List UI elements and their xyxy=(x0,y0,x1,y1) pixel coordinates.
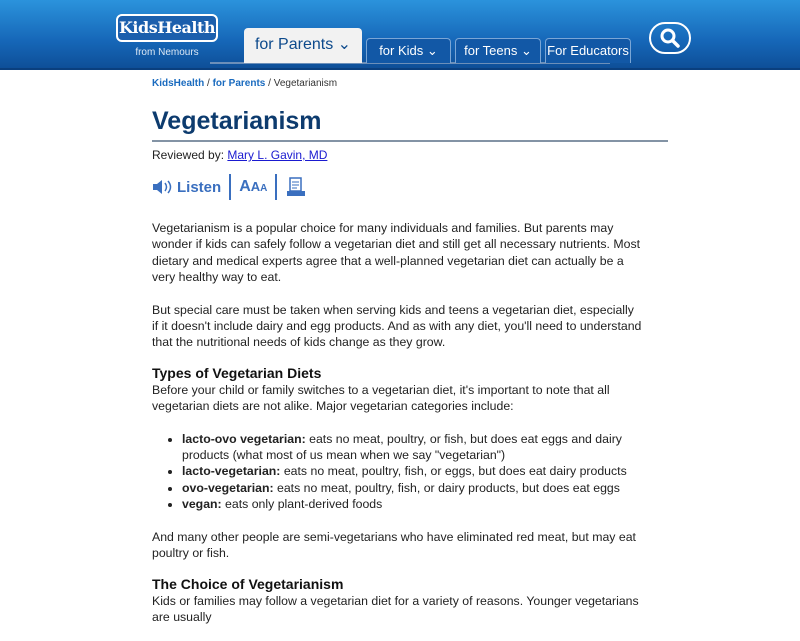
tab-for-parents[interactable]: for Parents ⌄ xyxy=(244,28,362,63)
paragraph: Before your child or family switches to a vegetarian diet, it's important to note that all vegetarian diets are not alike. Major vegetarian categories include: xyxy=(152,382,610,414)
divider xyxy=(275,174,277,200)
reviewed-by: Reviewed by: Mary L. Gavin, MD xyxy=(152,148,328,162)
list-item: • lacto-vegetarian: eats no meat, poultry, fish, or eggs, but does eat dairy products xyxy=(182,463,642,479)
tab-for-educators[interactable]: For Educators xyxy=(545,38,631,63)
list-item: • vegan: eats only plant-derived foods xyxy=(182,496,642,512)
chevron-down-icon: ⌄ xyxy=(337,36,352,53)
list-item: • ovo-vegetarian: eats no meat, poultry, fish, or dairy products, but does eat eggs xyxy=(182,480,642,496)
print-icon[interactable] xyxy=(285,177,307,197)
page-title: Vegetarianism xyxy=(152,107,668,142)
listen-button[interactable]: Listen xyxy=(152,179,221,196)
text-size-button[interactable]: A A A xyxy=(239,178,268,195)
paragraph: Kids or families may follow a vegetarian diet for a variety of reasons. Younger vegetarians are usually xyxy=(152,593,639,624)
list-item: • lacto-ovo vegetarian: eats no meat, poultry, or fish, but does eat eggs and dairy products (what most of us mean when we say "vegetarian") xyxy=(182,431,642,464)
diet-types-list xyxy=(182,431,642,513)
tab-for-teens[interactable]: for Teens ⌄ xyxy=(455,38,541,63)
breadcrumb-home[interactable]: KidsHealth xyxy=(152,78,205,89)
breadcrumb: KidsHealth / for Parents / Vegetarianism xyxy=(152,78,338,89)
paragraph: But special care must be taken when serving kids and teens a vegetarian diet, especially if it doesn't include dairy and egg products. And as with any diet, you'll need to understand that the nutritional needs of kids change as they grow. xyxy=(152,302,642,350)
paragraph: Vegetarianism is a popular choice for many individuals and families. But parents may wonder if kids can safely follow a vegetarian diet and still get all necessary nutrients. Most dietary and medical experts agree that a well-planned vegetarian diet can actually be a very healthy way to eat. xyxy=(152,221,641,285)
article-tools xyxy=(152,174,668,200)
article-body xyxy=(152,220,642,625)
search-icon xyxy=(660,28,680,48)
section-heading: The Choice of Vegetarianism xyxy=(152,575,344,592)
breadcrumb-current: Vegetarianism xyxy=(273,78,338,89)
chevron-down-icon: ⌄ xyxy=(520,43,532,58)
site-header xyxy=(0,0,800,70)
breadcrumb-section[interactable]: for Parents xyxy=(212,78,266,89)
article xyxy=(152,78,668,641)
section-heading: Types of Vegetarian Diets xyxy=(152,364,322,381)
paragraph: And many other people are semi-vegetarians who have eliminated red meat, but may eat poultry or fish. xyxy=(152,529,636,561)
chevron-down-icon: ⌄ xyxy=(426,43,438,58)
tab-for-kids[interactable]: for Kids ⌄ xyxy=(366,38,451,63)
reviewer-link[interactable]: Mary L. Gavin, MD xyxy=(227,148,328,162)
speaker-icon xyxy=(152,179,174,195)
kidshealth-logo[interactable]: KidsHealth from Nemours xyxy=(116,14,218,62)
divider xyxy=(229,174,231,200)
search-button[interactable] xyxy=(649,22,691,54)
